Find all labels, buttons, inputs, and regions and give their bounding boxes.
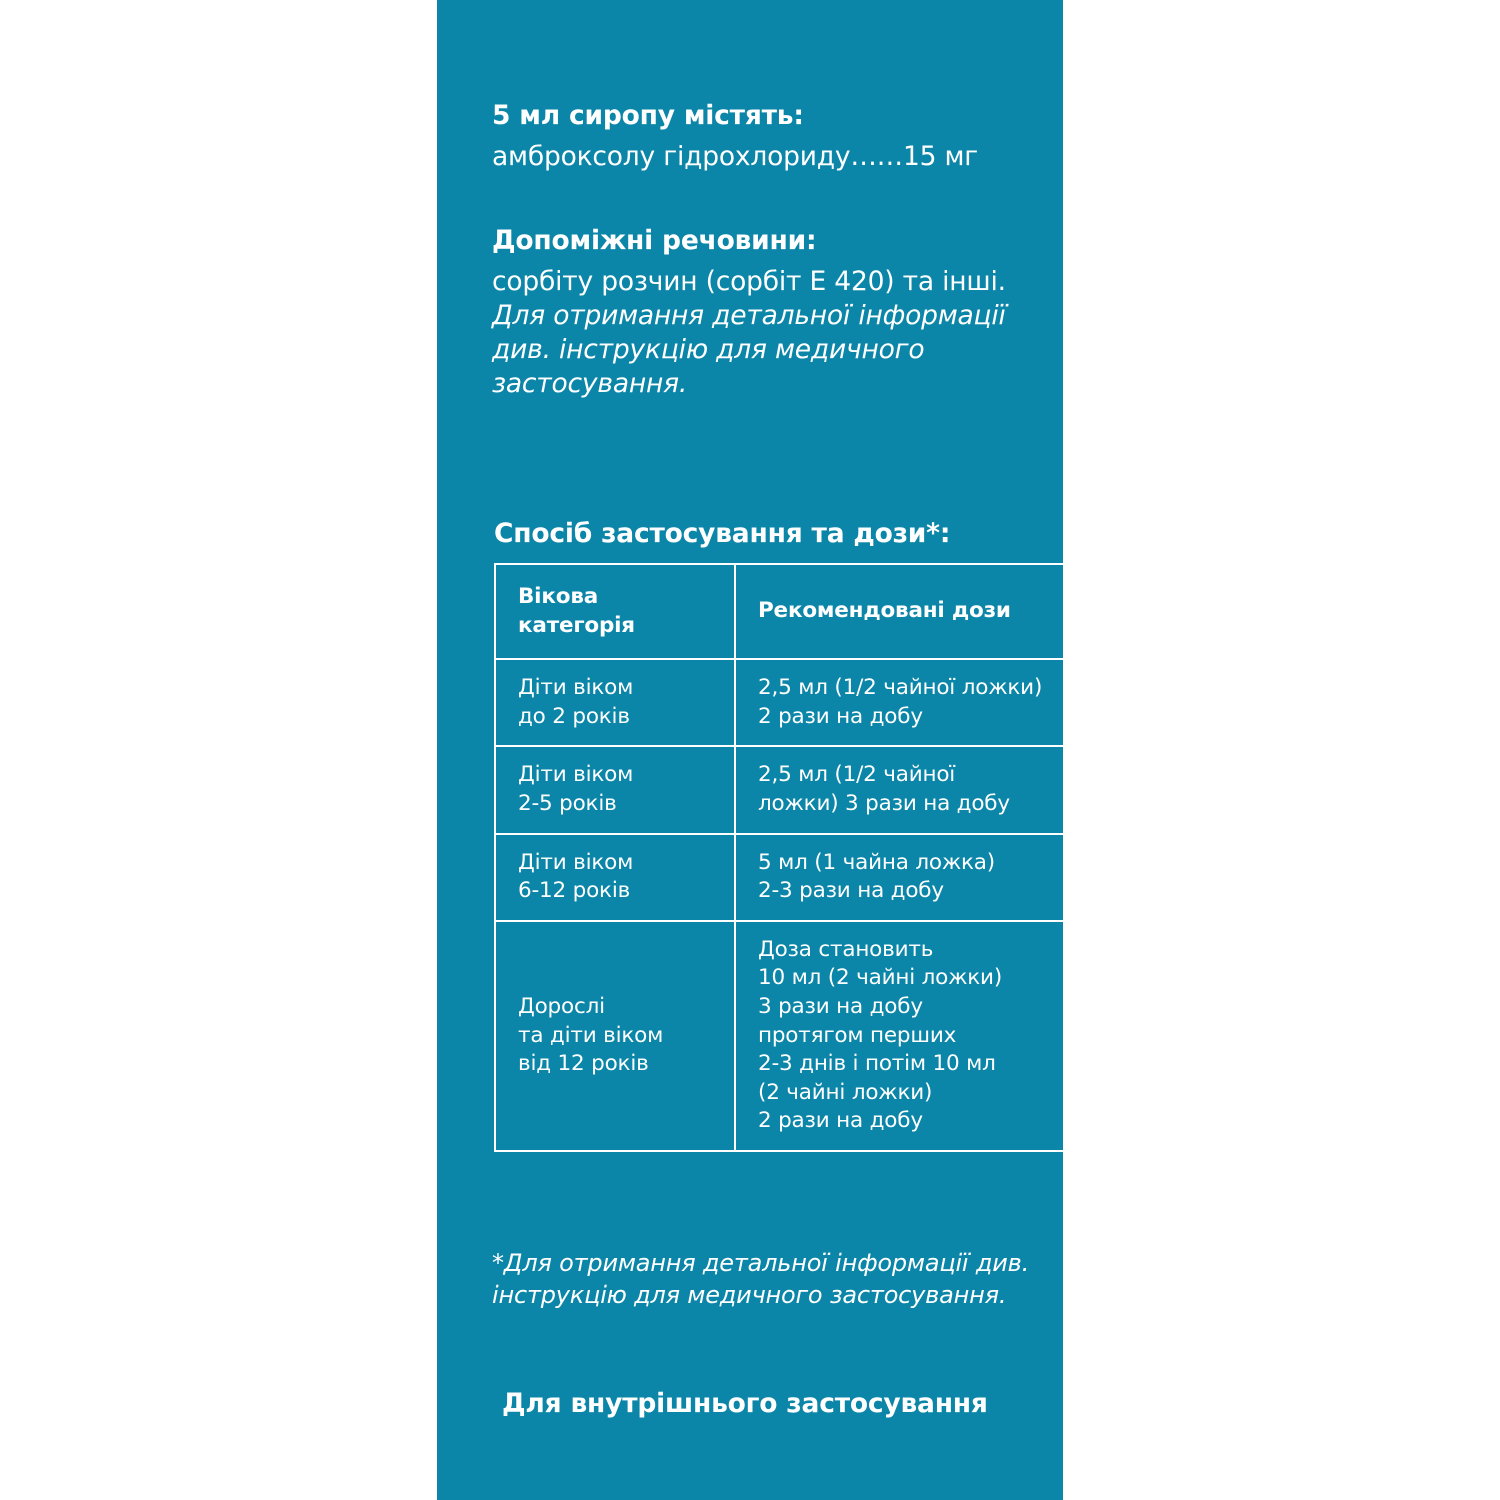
column-header-dose — [735, 564, 1088, 659]
excipients-heading: Допоміжні речовини: — [492, 225, 817, 256]
column-header-age — [495, 564, 735, 659]
usage-note: Для внутрішнього застосування — [502, 1388, 988, 1419]
dose-line: (2 чайні ложки) — [758, 1079, 933, 1105]
age-line: Діти віком — [518, 762, 634, 788]
excipients-italic-text: Для отримання детальної інформації див. інструкцію для медичного застосування. — [492, 300, 1006, 399]
table-row — [495, 746, 1088, 833]
cell-dose — [735, 834, 1088, 921]
composition-heading: 5 мл сиропу містять: — [492, 100, 804, 131]
age-line: Діти віком — [518, 849, 634, 875]
table-row — [495, 921, 1088, 1151]
cell-age — [495, 659, 735, 746]
cell-age — [495, 921, 735, 1151]
cell-age — [495, 834, 735, 921]
composition-value: амброксолу гідрохлориду……15 мг — [492, 141, 979, 173]
column-header-dose-line1: Рекомендовані дози — [758, 598, 1011, 624]
cell-dose — [735, 659, 1088, 746]
age-line: Діти віком — [518, 675, 634, 701]
dose-line: 3 рази на добу — [758, 993, 923, 1019]
dose-line: 2 рази на добу — [758, 703, 923, 729]
dose-line: Доза становить — [758, 936, 934, 962]
excipients-block — [492, 225, 1012, 401]
dose-line: 5 мл (1 чайна ложка) — [758, 849, 995, 875]
age-line: та діти віком — [518, 1022, 664, 1048]
dose-line: протягом перших — [758, 1022, 957, 1048]
table-header-row — [495, 564, 1088, 659]
cell-dose — [735, 921, 1088, 1151]
excipients-value — [492, 265, 1012, 401]
label-content — [492, 0, 1043, 1500]
table-row — [495, 659, 1088, 746]
footnote: *Для отримання детальної інформації див. інструкцію для медичного застосування. — [492, 1249, 1029, 1309]
package-label-panel — [437, 0, 1063, 1500]
dose-line: 2-3 днів і потім 10 мл — [758, 1051, 996, 1077]
age-line: 2-5 років — [518, 790, 617, 816]
composition-block — [492, 100, 1032, 174]
cell-age — [495, 746, 735, 833]
table-row — [495, 834, 1088, 921]
dose-line: 2,5 мл (1/2 чайної ложки) — [758, 675, 1043, 701]
dose-line: 10 мл (2 чайні ложки) — [758, 965, 1003, 991]
dose-line: ложки) 3 рази на добу — [758, 790, 1010, 816]
dose-line: 2-3 рази на добу — [758, 878, 944, 904]
dose-line: 2 рази на добу — [758, 1108, 923, 1134]
dose-line: 2,5 мл (1/2 чайної — [758, 762, 956, 788]
cell-dose — [735, 746, 1088, 833]
column-header-age-line1: Вікова категорія — [518, 584, 635, 638]
dosage-title: Спосіб застосування та дози*: — [494, 518, 951, 549]
age-line: Дорослі — [518, 993, 605, 1019]
age-line: до 2 років — [518, 703, 630, 729]
dosage-table — [494, 563, 1089, 1152]
age-line: 6-12 років — [518, 878, 631, 904]
excipients-plain-text: сорбіту розчин (сорбіт Е 420) та інші. — [492, 266, 1006, 298]
age-line: від 12 років — [518, 1051, 649, 1077]
